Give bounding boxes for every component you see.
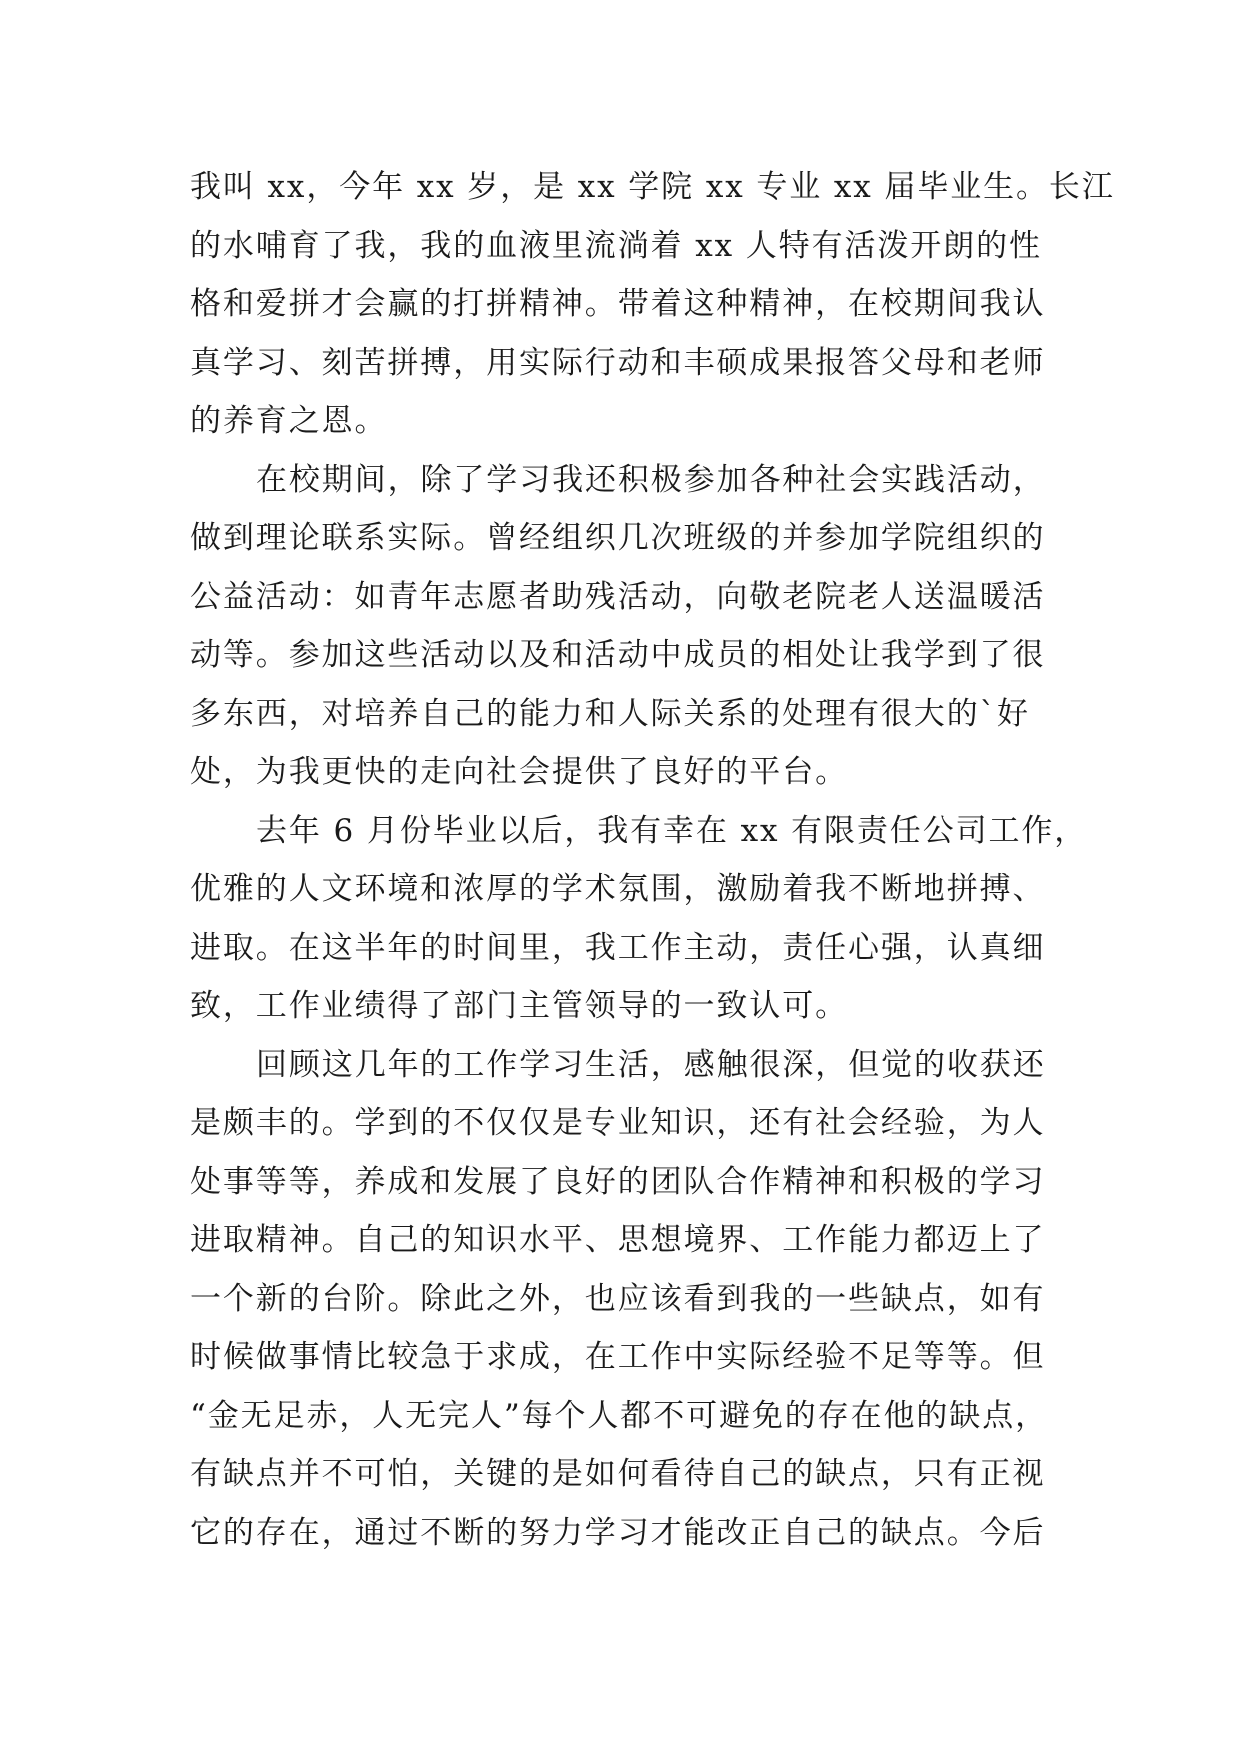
text-line: 去年 6 月份毕业以后，我有幸在 xx 有限责任公司工作， bbox=[256, 812, 1088, 849]
text-line: 进取精神。自己的知识水平、思想境界、工作能力都迈上了 bbox=[190, 1222, 1046, 1258]
paragraph bbox=[190, 451, 1060, 802]
text-line: 是颇丰的。学到的不仅仅是专业知识，还有社会经验，为人 bbox=[190, 1105, 1046, 1141]
text-line: 我叫 xx，今年 xx 岁，是 xx 学院 xx 专业 xx 届毕业生。长江 bbox=[190, 169, 1115, 205]
text-line: 它的存在，通过不断的努力学习才能改正自己的缺点。今后 bbox=[190, 1514, 1046, 1551]
text-line: 处事等等，养成和发展了良好的团队合作精神和积极的学习 bbox=[190, 1163, 1046, 1200]
document-body bbox=[190, 158, 1115, 1562]
text-line: 公益活动：如青年志愿者助残活动，向敬老院老人送温暖活 bbox=[190, 578, 1046, 615]
text-line: 真学习、刻苦拼搏，用实际行动和丰硕成果报答父母和老师 bbox=[190, 344, 1046, 381]
text-line: 优雅的人文环境和浓厚的学术氛围，激励着我不断地拼搏、 bbox=[190, 871, 1046, 907]
text-line: 的水哺育了我，我的血液里流淌着 xx 人特有活泼开朗的性 bbox=[190, 227, 1042, 264]
text-line: 一个新的台阶。除此之外，也应该看到我的一些缺点，如有 bbox=[190, 1280, 1046, 1317]
text-line: 的养育之恩。 bbox=[190, 403, 388, 439]
text-line: 致，工作业绩得了部门主管领导的一致认可。 bbox=[190, 988, 848, 1024]
paragraph bbox=[190, 158, 1115, 451]
text-line: 处，为我更快的走向社会提供了良好的平台。 bbox=[190, 754, 848, 790]
text-line: 格和爱拼才会赢的打拼精神。带着这种精神，在校期间我认 bbox=[190, 286, 1046, 322]
text-line: 做到理论联系实际。曾经组织几次班级的并参加学院组织的 bbox=[190, 520, 1046, 556]
text-line: 多东西，对培养自己的能力和人际关系的处理有很大的`好 bbox=[190, 695, 1030, 732]
paragraph bbox=[190, 802, 1088, 1036]
text-line: 回顾这几年的工作学习生活，感触很深，但觉的收获还 bbox=[256, 1046, 1046, 1083]
text-line: 有缺点并不可怕，关键的是如何看待自己的缺点，只有正视 bbox=[190, 1456, 1046, 1492]
text-line: 时候做事情比较急于求成，在工作中实际经验不足等等。但 bbox=[190, 1339, 1046, 1375]
paragraph bbox=[190, 1036, 1060, 1563]
text-line: 进取。在这半年的时间里，我工作主动，责任心强，认真细 bbox=[190, 929, 1046, 966]
text-line: 动等。参加这些活动以及和活动中成员的相处让我学到了很 bbox=[190, 637, 1046, 673]
text-line: 在校期间，除了学习我还积极参加各种社会实践活动， bbox=[256, 461, 1046, 498]
text-line: “金无足赤，人无完人”每个人都不可避免的存在他的缺点， bbox=[190, 1397, 1048, 1434]
